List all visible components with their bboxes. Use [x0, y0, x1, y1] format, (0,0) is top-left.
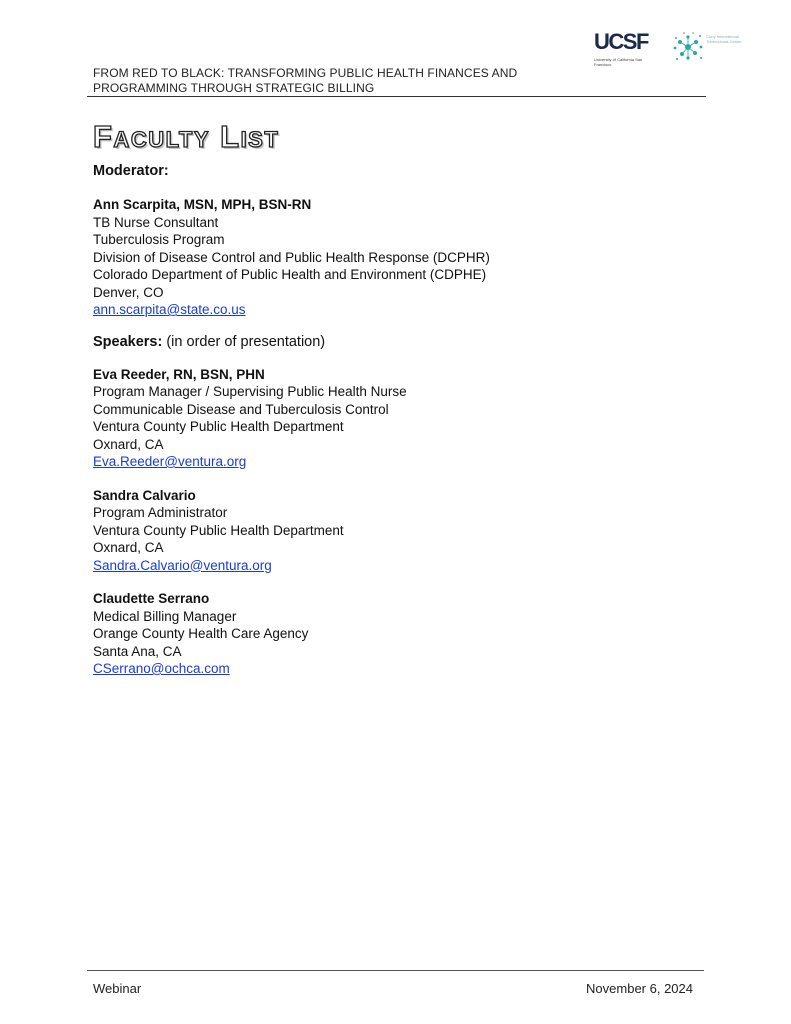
- person-detail-line: Program Manager / Supervising Public Health Nurse: [93, 384, 407, 399]
- faculty-list: [93, 162, 693, 678]
- curry-center-logo-text: Curry International Tuberculosis Center: [706, 34, 742, 44]
- person-detail-line: Colorado Department of Public Health and Environment (CDPHE): [93, 267, 487, 282]
- person-detail-line: Oxnard, CA: [93, 436, 164, 452]
- speakers-heading-note: (in order of presentation): [162, 333, 326, 350]
- header-divider: [87, 96, 706, 97]
- person-name: Ann Scarpita, MSN, MPH, BSN-RN: [93, 197, 312, 212]
- person-detail-line: Medical Billing Manager: [93, 608, 237, 624]
- speaker-entry: [93, 366, 693, 471]
- header-line-2: PROGRAMMING THROUGH STRATEGIC BILLING: [93, 81, 375, 95]
- email-link[interactable]: Sandra.Calvario@ventura.org: [93, 557, 272, 573]
- person-detail-line: Program Administrator: [93, 505, 228, 520]
- person-detail-line: Ventura County Public Health Department: [93, 522, 344, 538]
- curry-center-logo: [670, 30, 745, 66]
- email-link[interactable]: Eva.Reeder@ventura.org: [93, 454, 247, 469]
- ucsf-logo-word: UCSF: [594, 29, 648, 54]
- email-link[interactable]: ann.scarpita@state.co.us: [93, 302, 246, 317]
- person-detail-line: Santa Ana, CA: [93, 643, 182, 659]
- email-link[interactable]: CSerrano@ochca.com: [93, 661, 230, 676]
- person-detail-line: Denver, CO: [93, 284, 164, 300]
- speakers-heading-label: Speakers:: [93, 333, 163, 350]
- person-detail-line: Division of Disease Control and Public Health Response (DCPHR): [93, 249, 490, 265]
- moderator-entry: [93, 196, 693, 319]
- moderator-heading: Moderator:: [93, 163, 169, 179]
- speakers-heading: [93, 333, 693, 352]
- person-detail-line: Ventura County Public Health Department: [93, 419, 344, 434]
- document-header: [93, 66, 553, 96]
- person-detail-line: Orange County Health Care Agency: [93, 626, 309, 641]
- person-name: Claudette Serrano: [93, 591, 210, 606]
- person-detail-line: Tuberculosis Program: [93, 232, 225, 247]
- person-detail-line: Communicable Disease and Tuberculosis Control: [93, 401, 389, 417]
- ucsf-logo: [594, 31, 664, 71]
- speaker-entry: [93, 487, 693, 575]
- person-detail-line: TB Nurse Consultant: [93, 214, 219, 230]
- ucsf-logo-subtext: University of California San Francisco: [594, 57, 643, 67]
- footer-event-type: Webinar: [93, 981, 142, 996]
- footer-date: November 6, 2024: [586, 981, 693, 996]
- speaker-entry: [93, 590, 693, 678]
- person-detail-line: Oxnard, CA: [93, 540, 164, 555]
- person-name: Sandra Calvario: [93, 487, 196, 503]
- person-name: Eva Reeder, RN, BSN, PHN: [93, 366, 265, 382]
- page-title: Faculty List: [93, 119, 280, 154]
- curry-center-burst-icon: [670, 30, 706, 64]
- footer-divider: [87, 970, 704, 971]
- header-line-1: FROM RED TO BLACK: TRANSFORMING PUBLIC HEALTH FINANCES AND: [93, 66, 518, 80]
